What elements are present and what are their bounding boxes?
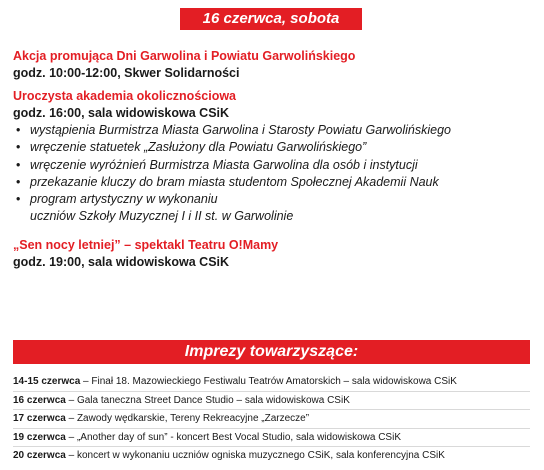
- extra-date: 20 czerwca: [13, 450, 66, 461]
- bullet-icon: •: [16, 157, 21, 172]
- list-item: [13, 429, 538, 448]
- extra-date: 16 czerwca: [13, 394, 66, 406]
- list-item: [13, 410, 538, 429]
- list-item: [13, 157, 538, 174]
- bullet-icon: •: [16, 192, 21, 207]
- event-time: godz. 10:00-12:00, Skwer Solidarności: [13, 66, 240, 80]
- divider: [13, 391, 530, 392]
- divider: [13, 409, 530, 410]
- list-item-text: program artystyczny w wykonaniu: [30, 192, 218, 207]
- event-akademia: [13, 88, 538, 226]
- extras-banner: Imprezy towarzyszące:: [13, 340, 530, 364]
- list-item-text: wręczenie statuetek „Zasłużony dla Powiatu Garwolińskiego”: [30, 140, 367, 155]
- extra-date: 17 czerwca: [13, 413, 66, 424]
- list-item-text: przekazanie kluczy do bram miasta studentom Społecznej Akademii Nauk: [30, 174, 439, 189]
- list-item: [13, 139, 538, 156]
- extra-date: 19 czerwca: [13, 431, 66, 443]
- extra-text: – Gala taneczna Street Dance Studio – sala widowiskowa CSiK: [65, 394, 350, 406]
- list-item-text: wystąpienia Burmistrza Miasta Garwolina i Starosty Powiatu Garwolińskiego: [30, 123, 451, 137]
- list-item: [13, 373, 538, 392]
- divider: [13, 428, 530, 429]
- event-promo: [13, 48, 538, 82]
- extra-date: 14-15 czerwca: [13, 376, 81, 387]
- bullet-icon: •: [16, 140, 21, 155]
- extra-text: – „Another day of sun” - koncert Best Vocal Studio, sala widowiskowa CSiK: [65, 431, 401, 443]
- bullet-icon: •: [16, 123, 21, 137]
- list-item: [13, 191, 538, 226]
- list-item: [13, 447, 538, 466]
- list-item: [13, 122, 538, 139]
- list-item-text: wręczenie wyróżnień Burmistrza Miasta Garwolina dla osób i instytucji: [30, 157, 418, 172]
- event-spektakl: [13, 237, 538, 271]
- list-item-text-continued: uczniów Szkoły Muzycznej I i II st. w Garwolinie: [30, 209, 294, 224]
- event-time: godz. 16:00, sala widowiskowa CSiK: [13, 106, 230, 120]
- list-item: [13, 174, 538, 191]
- event-title: „Sen nocy letniej” – spektakl Teatru O!Mamy: [13, 238, 279, 252]
- event-title: Uroczysta akademia okolicznościowa: [13, 89, 237, 103]
- divider: [13, 446, 530, 447]
- extra-text: – Zawody wędkarskie, Tereny Rekreacyjne „Zarzecze”: [65, 413, 310, 424]
- program-list: [13, 122, 538, 226]
- date-banner: 16 czerwca, sobota: [180, 8, 362, 30]
- list-item: [13, 392, 538, 411]
- event-title: Akcja promująca Dni Garwolina i Powiatu Garwolińskiego: [13, 49, 356, 63]
- bullet-icon: •: [16, 174, 21, 189]
- extra-text: – koncert w wykonaniu uczniów ogniska muzycznego CSiK, sala konferencyjna CSiK: [65, 450, 445, 461]
- event-time: godz. 19:00, sala widowiskowa CSiK: [13, 255, 230, 269]
- extra-text: – Finał 18. Mazowieckiego Festiwalu Teatrów Amatorskich – sala widowiskowa CSiK: [80, 376, 457, 387]
- extras-list: [13, 373, 538, 466]
